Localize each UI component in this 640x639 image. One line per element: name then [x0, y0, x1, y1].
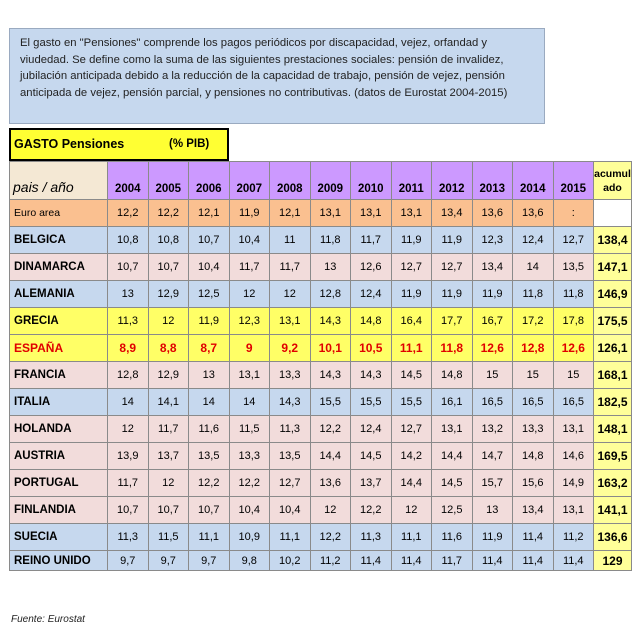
value-cell: 11,1	[391, 524, 432, 551]
title-text: GASTO Pensiones	[14, 137, 125, 151]
value-cell: 12,7	[270, 470, 311, 497]
value-cell: 12,4	[351, 416, 392, 443]
value-cell: 9,7	[108, 551, 149, 571]
value-cell: 13,3	[513, 416, 554, 443]
value-cell: 12,6	[472, 335, 513, 362]
value-cell: 12,6	[351, 254, 392, 281]
value-cell: 11,5	[148, 524, 189, 551]
value-cell: 11,8	[310, 227, 351, 254]
table-row	[10, 362, 632, 389]
value-cell: 13,1	[553, 416, 594, 443]
table-row	[10, 524, 632, 551]
country-cell: BELGICA	[10, 227, 108, 254]
value-cell: 11,3	[351, 524, 392, 551]
value-cell: 15,5	[310, 389, 351, 416]
value-cell: 14,1	[148, 389, 189, 416]
total-cell: 169,5	[594, 443, 632, 470]
value-cell: 13,6	[310, 470, 351, 497]
value-cell: 11,4	[351, 551, 392, 571]
value-cell: 12	[108, 416, 149, 443]
value-cell: 10,7	[189, 497, 230, 524]
country-cell: DINAMARCA	[10, 254, 108, 281]
value-cell: 14,4	[432, 443, 473, 470]
value-cell: 8,7	[189, 335, 230, 362]
value-cell: 14	[229, 389, 270, 416]
country-cell: ITALIA	[10, 389, 108, 416]
value-cell: :	[553, 200, 594, 227]
value-cell: 13,5	[189, 443, 230, 470]
country-cell: ALEMANIA	[10, 281, 108, 308]
value-cell: 14,3	[351, 362, 392, 389]
value-cell: 12,2	[310, 416, 351, 443]
value-cell: 12,8	[108, 362, 149, 389]
value-cell: 13,1	[432, 416, 473, 443]
value-cell: 12,2	[310, 524, 351, 551]
value-cell: 15,6	[513, 470, 554, 497]
value-cell: 11,2	[310, 551, 351, 571]
value-cell: 11,1	[270, 524, 311, 551]
value-cell: 16,4	[391, 308, 432, 335]
value-cell: 12,2	[148, 200, 189, 227]
table-row	[10, 497, 632, 524]
value-cell: 11,6	[432, 524, 473, 551]
value-cell: 13,3	[229, 443, 270, 470]
value-cell: 14,8	[432, 362, 473, 389]
value-cell: 13,1	[310, 200, 351, 227]
value-cell: 10,4	[270, 497, 311, 524]
total-cell	[594, 200, 632, 227]
value-cell: 13,2	[472, 416, 513, 443]
value-cell: 12,9	[148, 362, 189, 389]
value-cell: 15	[553, 362, 594, 389]
total-cell: 136,6	[594, 524, 632, 551]
value-cell: 13,5	[270, 443, 311, 470]
value-cell: 10,8	[108, 227, 149, 254]
total-cell: 182,5	[594, 389, 632, 416]
value-cell: 15	[472, 362, 513, 389]
value-cell: 14,3	[270, 389, 311, 416]
total-cell: 147,1	[594, 254, 632, 281]
value-cell: 12,2	[229, 470, 270, 497]
table-row	[10, 470, 632, 497]
value-cell: 11,4	[513, 551, 554, 571]
value-cell: 12,7	[432, 254, 473, 281]
accumulated-header-line1: acumul	[594, 167, 631, 180]
value-cell: 12	[391, 497, 432, 524]
value-cell: 15,5	[391, 389, 432, 416]
value-cell: 14	[108, 389, 149, 416]
value-cell: 16,5	[513, 389, 554, 416]
value-cell: 11,7	[432, 551, 473, 571]
total-cell: 126,1	[594, 335, 632, 362]
value-cell: 14,2	[391, 443, 432, 470]
value-cell: 14,9	[553, 470, 594, 497]
value-cell: 16,5	[472, 389, 513, 416]
value-cell: 12,4	[513, 227, 554, 254]
value-cell: 13,9	[108, 443, 149, 470]
accumulated-header	[594, 162, 632, 200]
value-cell: 12,5	[189, 281, 230, 308]
value-cell: 14	[189, 389, 230, 416]
value-cell: 11,4	[391, 551, 432, 571]
value-cell: 11,6	[189, 416, 230, 443]
value-cell: 11,9	[391, 227, 432, 254]
value-cell: 13	[310, 254, 351, 281]
value-cell: 12,6	[553, 335, 594, 362]
total-cell: 129	[594, 551, 632, 571]
country-cell: GRECIA	[10, 308, 108, 335]
value-cell: 14,5	[351, 443, 392, 470]
country-cell: FINLANDIA	[10, 497, 108, 524]
value-cell: 17,7	[432, 308, 473, 335]
value-cell: 13,6	[472, 200, 513, 227]
value-cell: 11,4	[513, 524, 554, 551]
year-header: 2014	[513, 162, 554, 200]
value-cell: 9,7	[148, 551, 189, 571]
country-cell: REINO UNIDO	[10, 551, 108, 571]
value-cell: 11,4	[553, 551, 594, 571]
value-cell: 11,9	[432, 281, 473, 308]
table-row	[10, 281, 632, 308]
value-cell: 12,1	[270, 200, 311, 227]
value-cell: 16,1	[432, 389, 473, 416]
total-cell: 141,1	[594, 497, 632, 524]
accumulated-header-line2: ado	[603, 181, 622, 194]
value-cell: 11,1	[391, 335, 432, 362]
value-cell: 11,4	[472, 551, 513, 571]
country-cell: ESPAÑA	[10, 335, 108, 362]
total-cell: 168,1	[594, 362, 632, 389]
value-cell: 12,7	[391, 416, 432, 443]
value-cell: 10,7	[108, 254, 149, 281]
table-title	[9, 128, 229, 161]
value-cell: 10,4	[189, 254, 230, 281]
value-cell: 8,9	[108, 335, 149, 362]
year-header: 2008	[270, 162, 311, 200]
value-cell: 10,4	[229, 497, 270, 524]
value-cell: 12	[229, 281, 270, 308]
value-cell: 13	[189, 362, 230, 389]
value-cell: 12,7	[391, 254, 432, 281]
value-cell: 11,9	[391, 281, 432, 308]
value-cell: 15,5	[351, 389, 392, 416]
year-header: 2006	[189, 162, 230, 200]
year-header: 2013	[472, 162, 513, 200]
value-cell: 13,6	[513, 200, 554, 227]
value-cell: 17,2	[513, 308, 554, 335]
total-cell: 163,2	[594, 470, 632, 497]
value-cell: 10,7	[148, 254, 189, 281]
country-cell: AUSTRIA	[10, 443, 108, 470]
year-header: 2015	[553, 162, 594, 200]
country-cell: Euro area	[10, 200, 108, 227]
year-header: 2010	[351, 162, 392, 200]
value-cell: 11,1	[189, 524, 230, 551]
value-cell: 17,8	[553, 308, 594, 335]
value-cell: 12	[270, 281, 311, 308]
value-cell: 12,3	[472, 227, 513, 254]
value-cell: 12,9	[148, 281, 189, 308]
value-cell: 14,5	[391, 362, 432, 389]
value-cell: 11,2	[553, 524, 594, 551]
value-cell: 14,8	[513, 443, 554, 470]
header-row	[10, 162, 632, 200]
value-cell: 12	[148, 308, 189, 335]
value-cell: 11,8	[553, 281, 594, 308]
year-header: 2011	[391, 162, 432, 200]
value-cell: 14,4	[391, 470, 432, 497]
value-cell: 11,7	[229, 254, 270, 281]
year-header: 2005	[148, 162, 189, 200]
value-cell: 11,7	[270, 254, 311, 281]
total-cell: 138,4	[594, 227, 632, 254]
value-cell: 15,7	[472, 470, 513, 497]
table-row	[10, 416, 632, 443]
value-cell: 9,2	[270, 335, 311, 362]
value-cell: 10,2	[270, 551, 311, 571]
total-cell: 175,5	[594, 308, 632, 335]
value-cell: 12,2	[351, 497, 392, 524]
value-cell: 10,9	[229, 524, 270, 551]
value-cell: 12,4	[351, 281, 392, 308]
value-cell: 13,4	[432, 200, 473, 227]
country-cell: SUECIA	[10, 524, 108, 551]
value-cell: 11,8	[513, 281, 554, 308]
description-note: El gasto en "Pensiones" comprende los pagos periódicos por discapacidad, vejez, orfandad y viudedad. Se define como la suma de las siguientes prestaciones sociales: pensión de invalidez, jubilación anticipada debido a la reducción de la capacidad de trabajo, pensión de vejez, pensión anticipada de vejez, pensión parcial, y pensiones no contributivas. (datos de Eurostat 2004-2015)	[9, 28, 545, 124]
value-cell: 13,1	[351, 200, 392, 227]
value-cell: 12,3	[229, 308, 270, 335]
table-row	[10, 200, 632, 227]
total-cell: 146,9	[594, 281, 632, 308]
value-cell: 10,1	[310, 335, 351, 362]
value-cell: 14,5	[432, 470, 473, 497]
value-cell: 15	[513, 362, 554, 389]
value-cell: 12,5	[432, 497, 473, 524]
value-cell: 12,1	[189, 200, 230, 227]
value-cell: 11,7	[108, 470, 149, 497]
value-cell: 11,9	[189, 308, 230, 335]
value-cell: 11,9	[472, 281, 513, 308]
year-header: 2009	[310, 162, 351, 200]
value-cell: 11,3	[108, 524, 149, 551]
pension-table	[9, 161, 632, 571]
value-cell: 9,8	[229, 551, 270, 571]
value-cell: 12	[148, 470, 189, 497]
value-cell: 11,9	[229, 200, 270, 227]
value-cell: 13,1	[391, 200, 432, 227]
value-cell: 11	[270, 227, 311, 254]
country-cell: PORTUGAL	[10, 470, 108, 497]
total-cell: 148,1	[594, 416, 632, 443]
value-cell: 16,5	[553, 389, 594, 416]
value-cell: 14	[513, 254, 554, 281]
year-header: 2007	[229, 162, 270, 200]
year-header: 2004	[108, 162, 149, 200]
value-cell: 12,2	[108, 200, 149, 227]
value-cell: 10,8	[148, 227, 189, 254]
value-cell: 13,4	[513, 497, 554, 524]
unit-text: (% PIB)	[169, 138, 210, 150]
value-cell: 10,5	[351, 335, 392, 362]
value-cell: 11,7	[351, 227, 392, 254]
table-row	[10, 335, 632, 362]
value-cell: 13,1	[229, 362, 270, 389]
value-cell: 9,7	[189, 551, 230, 571]
value-cell: 16,7	[472, 308, 513, 335]
year-header: 2012	[432, 162, 473, 200]
value-cell: 11,7	[148, 416, 189, 443]
source-note: Fuente: Eurostat	[11, 614, 85, 625]
value-cell: 12,7	[553, 227, 594, 254]
value-cell: 13,1	[553, 497, 594, 524]
table-row	[10, 227, 632, 254]
value-cell: 13,1	[270, 308, 311, 335]
table-row	[10, 551, 632, 571]
value-cell: 11,3	[108, 308, 149, 335]
table-row	[10, 389, 632, 416]
value-cell: 11,9	[432, 227, 473, 254]
table-row	[10, 308, 632, 335]
value-cell: 10,7	[189, 227, 230, 254]
value-cell: 13	[472, 497, 513, 524]
value-cell: 8,8	[148, 335, 189, 362]
value-cell: 10,7	[108, 497, 149, 524]
value-cell: 13	[108, 281, 149, 308]
value-cell: 11,3	[270, 416, 311, 443]
value-cell: 10,4	[229, 227, 270, 254]
value-cell: 12	[310, 497, 351, 524]
value-cell: 12,8	[513, 335, 554, 362]
value-cell: 14,6	[553, 443, 594, 470]
value-cell: 14,7	[472, 443, 513, 470]
header-country-label: pais / año	[10, 162, 108, 200]
value-cell: 13,3	[270, 362, 311, 389]
value-cell: 14,4	[310, 443, 351, 470]
value-cell: 14,8	[351, 308, 392, 335]
value-cell: 13,7	[351, 470, 392, 497]
value-cell: 14,3	[310, 362, 351, 389]
country-cell: FRANCIA	[10, 362, 108, 389]
value-cell: 13,5	[553, 254, 594, 281]
table-row	[10, 254, 632, 281]
value-cell: 12,8	[310, 281, 351, 308]
value-cell: 13,4	[472, 254, 513, 281]
table-row	[10, 443, 632, 470]
value-cell: 12,2	[189, 470, 230, 497]
country-cell: HOLANDA	[10, 416, 108, 443]
value-cell: 11,9	[472, 524, 513, 551]
value-cell: 9	[229, 335, 270, 362]
value-cell: 11,8	[432, 335, 473, 362]
value-cell: 11,5	[229, 416, 270, 443]
value-cell: 14,3	[310, 308, 351, 335]
value-cell: 13,7	[148, 443, 189, 470]
value-cell: 10,7	[148, 497, 189, 524]
